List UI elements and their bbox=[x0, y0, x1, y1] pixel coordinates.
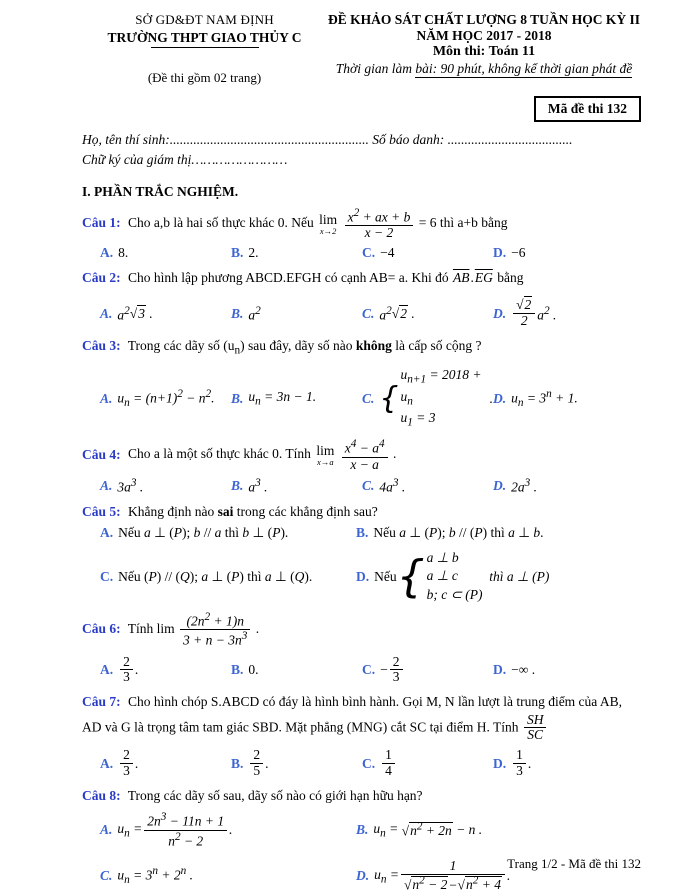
fraction-numerator: 1 bbox=[513, 748, 526, 764]
q2-option-b bbox=[231, 298, 362, 329]
fraction-denominator: $√n^2 - 2-√n^2 + 4$ bbox=[404, 874, 501, 893]
fraction bbox=[524, 713, 547, 744]
fraction bbox=[382, 748, 395, 779]
option-period: . bbox=[411, 305, 415, 321]
option-letter: D. bbox=[493, 755, 507, 771]
q1-option-c bbox=[362, 245, 493, 261]
q5-option-d bbox=[356, 549, 641, 604]
option-value: −4 bbox=[380, 245, 395, 261]
exam-header bbox=[82, 12, 641, 86]
fraction-numerator: $(2n^2 + 1)n$ bbox=[180, 611, 250, 630]
question-7-line2: và G là trọng tâm tam giác SBD. Mặt phẳng (MNG) cắt SC tại điểm H. Tính bbox=[104, 718, 519, 734]
option-period: . bbox=[134, 661, 139, 677]
question-1-post: = 6 thì a+b bằng bbox=[418, 215, 508, 231]
q6-option-a bbox=[100, 655, 231, 686]
question-6-label: Câu 6: bbox=[82, 620, 121, 636]
student-name-label: Họ, tên thí sinh: bbox=[82, 132, 170, 147]
option-value: −∞ . bbox=[511, 661, 536, 677]
exam-code-box: Mã đề thi 132 bbox=[534, 96, 641, 122]
lim-word: lim bbox=[319, 212, 338, 228]
q1-option-b bbox=[231, 245, 362, 261]
fraction-numerator: 2 bbox=[120, 655, 133, 671]
question-3-label: Câu 3: bbox=[82, 338, 121, 354]
radicand: $n^2 + 4$ bbox=[465, 874, 501, 893]
option-letter: C. bbox=[362, 661, 376, 677]
option-post: thì a ⊥ (P) bbox=[489, 568, 550, 584]
option-period: . bbox=[149, 305, 153, 321]
option-period: . bbox=[229, 822, 233, 837]
fraction-denominator: 3 bbox=[123, 763, 130, 779]
option-value: $a^3$ . bbox=[248, 476, 268, 494]
option-letter: B. bbox=[231, 661, 244, 677]
brace: { bbox=[396, 550, 425, 602]
exam-duration bbox=[327, 61, 641, 77]
q2-option-d bbox=[493, 298, 641, 329]
candidate-number-blank: ..................................... bbox=[447, 132, 573, 147]
system-line: a ⊥ b bbox=[426, 550, 459, 566]
page-footer: Trang 1/2 - Mã đề thi 132 bbox=[507, 856, 641, 871]
duration-prefix: Thời gian làm bbox=[335, 61, 416, 76]
option-value: $u_n = 3^n + 1$. bbox=[511, 387, 578, 410]
option-letter: A. bbox=[100, 661, 114, 677]
q6-option-b bbox=[231, 655, 362, 686]
question-3-text bbox=[82, 336, 641, 360]
question-2-label: Câu 2: bbox=[82, 270, 121, 286]
fraction bbox=[180, 611, 250, 649]
q6-option-c bbox=[362, 655, 493, 686]
fraction-numerator: $x^2$ + ax + b bbox=[345, 207, 414, 226]
q1-option-a bbox=[100, 245, 231, 261]
question-8-label: Câu 8: bbox=[82, 787, 121, 803]
option-letter: A. bbox=[100, 525, 114, 541]
option-value: $4a^3$ . bbox=[379, 476, 406, 494]
option-letter: B. bbox=[231, 245, 244, 261]
option-pre: Nếu bbox=[374, 568, 397, 584]
option-value: $a^2$ bbox=[379, 304, 392, 323]
option-letter: D. bbox=[493, 390, 507, 406]
fraction-numerator: 2 bbox=[120, 748, 133, 764]
radical: $√n^2 + 2n$ bbox=[401, 820, 452, 839]
option-letter: C. bbox=[100, 867, 113, 883]
question-5-label: Câu 5: bbox=[82, 504, 121, 519]
fraction-denominator: $n^2 - 2$ bbox=[168, 830, 204, 848]
fraction-numerator: 1 bbox=[401, 859, 505, 875]
question-3-post: là cấp số cộng ? bbox=[395, 338, 482, 354]
limit-symbol bbox=[316, 444, 334, 466]
dot-operator: . bbox=[470, 270, 474, 286]
radicand: $n^2 - 2$ bbox=[412, 874, 448, 893]
question-3 bbox=[82, 336, 641, 431]
question-7-text bbox=[82, 692, 641, 743]
question-7-line1: Cho hình chóp S.ABCD có đáy là hình bình hành. Gọi M, N lần lượt là trung điểm của AB, AD bbox=[82, 694, 623, 734]
q4-option-a bbox=[100, 477, 231, 496]
fraction-denominator: SC bbox=[527, 727, 544, 743]
fraction-denominator: 3 bbox=[516, 763, 523, 779]
school-underline bbox=[151, 47, 259, 48]
question-4-options bbox=[82, 477, 641, 496]
q8-option-c bbox=[100, 859, 356, 893]
fraction-numerator: √2 bbox=[513, 298, 535, 314]
option-value: $a^2$ bbox=[248, 304, 261, 323]
fraction bbox=[342, 438, 388, 472]
vector-eg: $\overline{EG}$ bbox=[474, 270, 493, 286]
minus-sign: − bbox=[380, 661, 388, 677]
option-period: . bbox=[527, 755, 532, 771]
system-line: $u_1 = 3$ bbox=[400, 410, 436, 430]
question-3-options bbox=[82, 366, 641, 432]
option-value: $u_n = 3^n + 2^n$ . bbox=[117, 865, 194, 887]
question-6-pre: Tính lim bbox=[127, 620, 175, 636]
exam-title-line2: NĂM HỌC 2017 - 2018 bbox=[416, 28, 552, 43]
question-3-emphasis: không bbox=[355, 338, 392, 354]
question-4 bbox=[82, 438, 641, 495]
option-value: Nếu a ⊥ (P); b // (P) thì a ⊥ b. bbox=[373, 525, 544, 541]
question-7 bbox=[82, 692, 641, 779]
option-letter: C. bbox=[362, 390, 375, 406]
question-6 bbox=[82, 611, 641, 685]
question-4-pre: Cho a là một số thực khác 0. Tính bbox=[128, 446, 311, 462]
question-8-options-row1 bbox=[82, 811, 641, 849]
option-letter: B. bbox=[356, 525, 369, 541]
option-letter: B. bbox=[356, 822, 369, 837]
option-letter: A. bbox=[100, 390, 113, 406]
question-6-text bbox=[82, 611, 641, 649]
minus-sign: − bbox=[448, 877, 458, 893]
option-letter: B. bbox=[231, 305, 244, 321]
q5-option-b bbox=[356, 525, 641, 541]
question-6-post: . bbox=[255, 620, 260, 636]
option-letter: D. bbox=[493, 305, 507, 321]
option-period: . bbox=[265, 755, 269, 771]
fraction-denominator: 3 bbox=[392, 669, 400, 685]
option-letter: C. bbox=[362, 305, 375, 321]
question-4-label: Câu 4: bbox=[82, 446, 121, 462]
exam-title-line1: ĐỀ KHẢO SÁT CHẤT LƯỢNG 8 TUẦN HỌC KỲ II bbox=[328, 12, 640, 27]
q6-option-d bbox=[493, 655, 641, 686]
limit-symbol bbox=[319, 213, 337, 235]
department-name: SỞ GD&ĐT NAM ĐỊNH bbox=[135, 12, 274, 27]
radical: √3 bbox=[129, 305, 145, 321]
system-line: b; c ⊂ (P) bbox=[426, 586, 483, 602]
fraction-denominator: x − 2 bbox=[364, 225, 394, 241]
question-2 bbox=[82, 268, 641, 329]
question-1 bbox=[82, 207, 641, 261]
school-name: TRƯỜNG THPT GIAO THỦY C bbox=[107, 30, 302, 45]
option-value: 0. bbox=[248, 661, 259, 677]
option-value: −6 bbox=[511, 245, 526, 261]
duration-underlined: bài: 90 phút, không kể thời gian phát đề bbox=[415, 61, 633, 76]
option-value: $a^2$ bbox=[117, 304, 130, 323]
student-info bbox=[82, 132, 641, 168]
header-right-block bbox=[327, 12, 641, 86]
q3-option-a bbox=[100, 388, 231, 409]
fraction bbox=[120, 748, 133, 779]
question-6-options bbox=[82, 655, 641, 686]
lim-word: lim bbox=[316, 443, 335, 459]
question-1-label: Câu 1: bbox=[82, 215, 121, 231]
option-letter: A. bbox=[100, 245, 114, 261]
student-name-line bbox=[82, 132, 641, 148]
question-5-post: trong các khẳng định sau? bbox=[236, 504, 378, 519]
fraction-numerator: SH bbox=[524, 713, 547, 729]
option-value: $u_n = (n+1)^2 - n^2$. bbox=[117, 387, 215, 410]
option-period: . bbox=[489, 390, 493, 406]
question-5 bbox=[82, 502, 641, 604]
option-letter: C. bbox=[362, 755, 376, 771]
system-line: a ⊥ c bbox=[426, 568, 458, 584]
option-value: Nếu (P) // (Q); a ⊥ (P) thì a ⊥ (Q). bbox=[118, 568, 313, 584]
q7-option-a bbox=[100, 748, 231, 779]
system-line: $u_{n+1} = 2018 + u_n$ bbox=[400, 366, 482, 408]
option-value: $2a^3$ . bbox=[511, 476, 537, 494]
question-4-post: . bbox=[392, 446, 397, 462]
fraction bbox=[250, 748, 263, 779]
question-4-text bbox=[82, 438, 641, 472]
option-lead: $u_n$ = bbox=[373, 820, 399, 840]
option-lead: $u_n$ = bbox=[374, 866, 399, 886]
option-value: $3a^3$ . bbox=[117, 476, 144, 494]
option-letter: B. bbox=[231, 755, 244, 771]
q1-option-d bbox=[493, 245, 641, 261]
q3-option-b bbox=[231, 389, 362, 408]
q8-option-a bbox=[100, 811, 356, 849]
fraction bbox=[390, 655, 403, 686]
option-letter: B. bbox=[231, 477, 244, 493]
question-2-options bbox=[82, 298, 641, 329]
fraction-numerator: 2 bbox=[390, 655, 403, 671]
question-8-pre: Trong các dãy số sau, dãy số nào có giới hạn hữu hạn? bbox=[127, 787, 423, 803]
brace-system bbox=[397, 549, 483, 604]
question-5-emphasis: sai bbox=[217, 504, 234, 519]
system-lines bbox=[400, 366, 489, 432]
q7-option-b bbox=[231, 748, 362, 779]
brace: { bbox=[379, 380, 399, 416]
student-name-blank: ........................................................... bbox=[169, 132, 369, 147]
lim-subscript: x→2 bbox=[319, 225, 337, 236]
question-1-pre: Cho a,b là hai số thực khác 0. Nếu bbox=[128, 215, 314, 231]
option-letter: D. bbox=[493, 477, 507, 493]
vector-ab: $\overline{AB}$ bbox=[452, 270, 470, 286]
q8-option-b bbox=[356, 811, 641, 849]
question-7-label: Câu 7: bbox=[82, 694, 121, 710]
question-5-options-row1 bbox=[82, 525, 641, 541]
question-2-text bbox=[82, 268, 641, 288]
option-letter: D. bbox=[493, 245, 507, 261]
option-period: . bbox=[506, 867, 511, 883]
option-letter: B. bbox=[231, 390, 244, 406]
option-letter: A. bbox=[100, 477, 113, 493]
option-letter: A. bbox=[100, 822, 113, 837]
question-5-text bbox=[82, 502, 641, 522]
option-value: $u_n = 3n - 1$. bbox=[248, 389, 317, 408]
question-8 bbox=[82, 786, 641, 893]
question-5-pre: Khẳng định nào bbox=[128, 504, 215, 519]
option-letter: C. bbox=[362, 245, 376, 261]
brace-system bbox=[379, 366, 489, 432]
section-title: I. PHẦN TRẮC NGHIỆM. bbox=[82, 184, 239, 199]
question-5-options-row2 bbox=[82, 549, 641, 604]
fraction-numerator: 2 bbox=[250, 748, 263, 764]
question-7-options bbox=[82, 748, 641, 779]
fraction-numerator: $x^4 - a^4$ bbox=[342, 438, 388, 457]
fraction-denominator: 3 bbox=[123, 669, 130, 685]
q3-option-c bbox=[362, 366, 493, 432]
q5-option-a bbox=[100, 525, 356, 541]
fraction-denominator: $3 + n - 3n^3$ bbox=[183, 630, 248, 648]
exam-subject: Môn thi: Toán 11 bbox=[432, 44, 536, 59]
option-letter: A. bbox=[100, 305, 113, 321]
fraction-denominator: x − a bbox=[350, 456, 379, 472]
question-1-text bbox=[82, 207, 641, 241]
fraction-denominator: 5 bbox=[253, 763, 261, 779]
option-lead: $u_n$ = bbox=[117, 820, 143, 840]
q4-option-b bbox=[231, 477, 362, 496]
fraction bbox=[513, 748, 526, 779]
question-2-post: bằng bbox=[497, 270, 524, 286]
fraction bbox=[120, 655, 133, 686]
fraction-denominator: 2 bbox=[520, 313, 528, 329]
option-value: Nếu a ⊥ (P); b // a thì b ⊥ (P). bbox=[118, 525, 289, 541]
radicand: 2 bbox=[524, 297, 532, 313]
radicand: $n^2 + 2n$ bbox=[410, 820, 452, 839]
option-value: $a^2$ . bbox=[537, 304, 557, 323]
fraction bbox=[144, 811, 227, 849]
fraction-numerator: $2n^3 - 11n + 1$ bbox=[144, 811, 227, 830]
system-lines bbox=[427, 549, 483, 604]
question-2-pre: Cho hình lập phương ABCD.EFGH có cạnh AB= a. Khi đó bbox=[128, 270, 449, 286]
pages-note: (Đề thi gồm 02 trang) bbox=[147, 70, 262, 85]
question-1-options bbox=[82, 245, 641, 261]
q7-option-c bbox=[362, 748, 493, 779]
exam-code-row bbox=[82, 96, 641, 122]
q2-option-c bbox=[362, 298, 493, 329]
q4-option-d bbox=[493, 477, 641, 496]
q3-option-d bbox=[493, 388, 641, 409]
option-post: − n . bbox=[456, 822, 483, 837]
option-letter: C. bbox=[362, 477, 375, 493]
option-letter: D. bbox=[356, 867, 370, 883]
radicand: 2 bbox=[400, 305, 407, 321]
radicand: 3 bbox=[138, 305, 145, 321]
fraction-denominator: 4 bbox=[385, 763, 392, 779]
candidate-number-label: Số báo danh: bbox=[372, 132, 445, 147]
option-value: 2. bbox=[248, 245, 259, 261]
radical: √2 bbox=[391, 305, 407, 321]
fraction bbox=[513, 298, 535, 329]
option-value: 8. bbox=[118, 245, 129, 261]
fraction bbox=[401, 859, 505, 893]
q5-option-c bbox=[100, 549, 356, 604]
q7-option-d bbox=[493, 748, 641, 779]
fraction-numerator: 1 bbox=[382, 748, 395, 764]
option-letter: A. bbox=[100, 755, 114, 771]
option-letter: D. bbox=[356, 568, 370, 584]
question-3-pre: Trong các dãy số $(u_n)$ sau đây, dãy số nào bbox=[127, 338, 353, 357]
option-letter: C. bbox=[100, 568, 114, 584]
option-period: . bbox=[134, 755, 139, 771]
q4-option-c bbox=[362, 477, 493, 496]
q2-option-a bbox=[100, 298, 231, 329]
fraction bbox=[345, 207, 414, 241]
header-left-block bbox=[82, 12, 327, 86]
lim-subscript: x→a bbox=[317, 456, 334, 467]
proctor-signature-line: Chữ ký của giám thị…………………… bbox=[82, 152, 288, 167]
question-8-text bbox=[82, 786, 641, 806]
option-letter: D. bbox=[493, 661, 507, 677]
